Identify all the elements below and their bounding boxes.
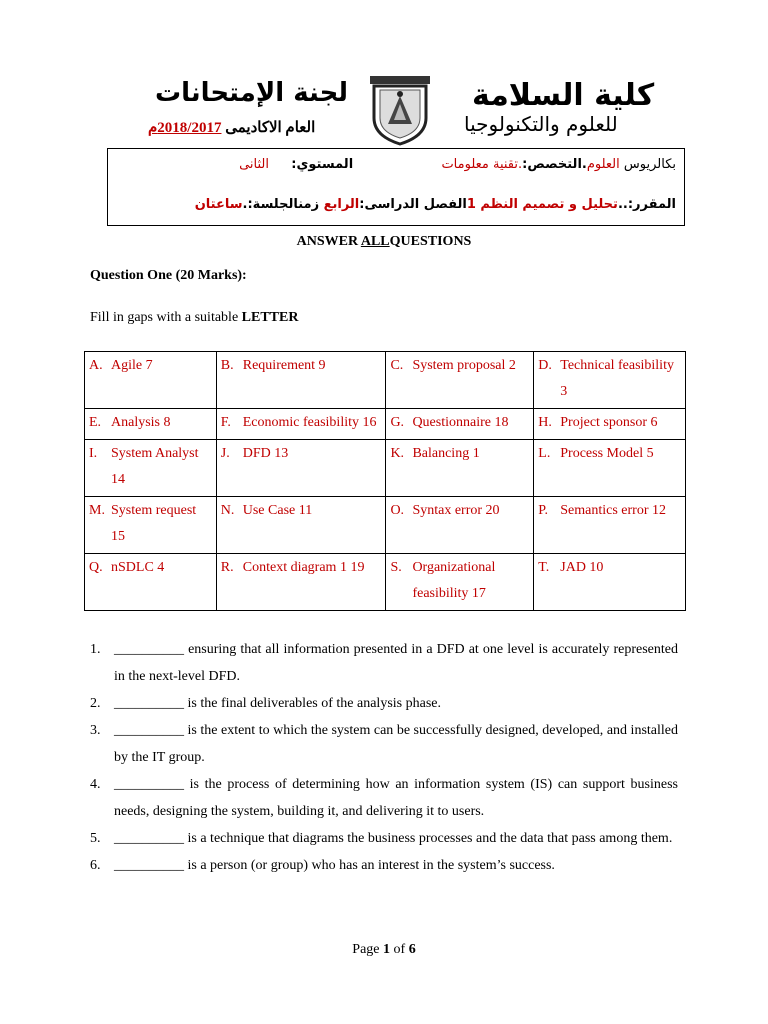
question-item xyxy=(90,825,678,852)
option-text: Context diagram 1 19 xyxy=(242,560,365,575)
table-cell xyxy=(85,352,217,409)
table-cell xyxy=(216,409,386,440)
table-cell xyxy=(216,497,386,554)
option-letter: I. xyxy=(89,446,98,461)
option-letter: O. xyxy=(390,503,405,518)
option-text: DFD 13 xyxy=(242,446,289,461)
question-number: 5. xyxy=(90,831,101,846)
question-item xyxy=(90,771,678,825)
question-number: 6. xyxy=(90,858,101,873)
table-row xyxy=(85,554,686,611)
option-letter: M. xyxy=(89,503,105,518)
option-letter: B. xyxy=(220,358,234,373)
question-text: __________ is the extent to which the system can be successfully designed, developed, and installed by the IT group. xyxy=(114,723,678,765)
table-row xyxy=(85,497,686,554)
table-cell xyxy=(386,352,534,409)
course-line xyxy=(195,197,676,212)
option-letter: E. xyxy=(89,415,102,430)
question-text: __________ is the process of determining how an information system (IS) can support business needs, designing the system, building it, and delivering it to users. xyxy=(114,777,678,819)
question-list xyxy=(90,636,678,879)
page-total: 6 xyxy=(408,942,416,957)
college-subtitle: للعلوم والتكنولوجيا xyxy=(464,112,618,136)
fill-instruction xyxy=(90,310,298,326)
option-text: Semantics error 12 xyxy=(560,503,667,518)
academic-year-value: 2018/2017م xyxy=(148,120,222,136)
page-mid: of xyxy=(390,942,409,957)
option-text: Use Case 11 xyxy=(242,503,313,518)
option-letter: P. xyxy=(538,503,548,518)
fill-pre: Fill in gaps with a suitable xyxy=(90,310,242,325)
answer-pre: ANSWER xyxy=(296,234,361,249)
question-title: Question One (20 Marks): xyxy=(90,268,247,283)
option-text: Agile 7 xyxy=(111,358,153,373)
page-pre: Page xyxy=(352,942,384,957)
option-letter: R. xyxy=(220,560,234,575)
specialization-label: .التخصص: xyxy=(522,157,587,172)
page-current: 1 xyxy=(383,942,391,957)
fill-bold: LETTER xyxy=(241,310,299,325)
exam-committee-title: لجنة الإمتحانات xyxy=(155,78,349,108)
table-cell xyxy=(534,352,686,409)
table-cell xyxy=(534,409,686,440)
option-text: System request 15 xyxy=(111,503,197,544)
table-cell xyxy=(386,497,534,554)
page-number xyxy=(0,942,768,958)
program-line xyxy=(239,157,676,172)
question-text: __________ is a person (or group) who has an interest in the system’s success. xyxy=(114,858,555,873)
option-text: System Analyst 14 xyxy=(111,446,199,487)
college-name: كلية السلامة xyxy=(472,78,655,113)
duration-value: ساعتان xyxy=(194,197,243,212)
option-letter: S. xyxy=(390,560,402,575)
option-text: Requirement 9 xyxy=(242,358,326,373)
table-cell xyxy=(216,554,386,611)
option-text: nSDLC 4 xyxy=(111,560,165,575)
course-value: تحليل و تصميم النظم 1 xyxy=(466,197,618,212)
table-cell xyxy=(85,440,217,497)
table-cell xyxy=(386,409,534,440)
semester-label: الفصل الدراسى: xyxy=(359,197,467,212)
answer-post: QUESTIONS xyxy=(389,234,472,249)
table-cell xyxy=(216,352,386,409)
academic-year-label: العام الاكاديمى xyxy=(221,120,316,136)
question-item xyxy=(90,636,678,690)
option-text: Organizational feasibility 17 xyxy=(412,560,496,601)
question-number: 3. xyxy=(90,723,101,738)
question-item xyxy=(90,690,678,717)
table-cell xyxy=(534,440,686,497)
option-text: Questionnaire 18 xyxy=(412,415,509,430)
question-number: 1. xyxy=(90,642,101,657)
question-item xyxy=(90,852,678,879)
question-text: __________ is the final deliverables of the analysis phase. xyxy=(114,696,441,711)
answer-all-instruction xyxy=(0,234,768,250)
option-letter: J. xyxy=(220,446,230,461)
option-text: Economic feasibility 16 xyxy=(242,415,377,430)
program-value: العلوم xyxy=(586,157,620,172)
college-logo xyxy=(368,74,432,146)
option-text: Syntax error 20 xyxy=(412,503,500,518)
option-letter: G. xyxy=(390,415,405,430)
option-text: Project sponsor 6 xyxy=(560,415,658,430)
table-cell xyxy=(216,440,386,497)
table-row xyxy=(85,440,686,497)
option-letter: K. xyxy=(390,446,405,461)
table-cell xyxy=(85,409,217,440)
table-cell xyxy=(386,554,534,611)
table-cell xyxy=(534,554,686,611)
level-label: المستوي: xyxy=(291,157,354,172)
table-row xyxy=(85,409,686,440)
semester-value: الرابع xyxy=(323,197,360,212)
answer-all-underlined: ALL xyxy=(360,234,390,249)
option-letter: L. xyxy=(538,446,551,461)
option-text: Technical feasibility 3 xyxy=(560,358,674,399)
table-cell xyxy=(534,497,686,554)
duration-label: زمنالجلسة:. xyxy=(242,197,324,212)
question-number: 2. xyxy=(90,696,101,711)
option-letter: H. xyxy=(538,415,552,430)
option-text: System proposal 2 xyxy=(412,358,516,373)
option-letter: C. xyxy=(390,358,404,373)
question-item xyxy=(90,717,678,771)
specialization-value: .تقنية معلومات xyxy=(441,157,523,172)
option-letter: F. xyxy=(220,415,231,430)
option-letter: N. xyxy=(220,503,235,518)
academic-year xyxy=(148,118,315,137)
course-label: المقرر:.. xyxy=(617,197,676,212)
question-text: __________ ensuring that all information presented in a DFD at one level is accurately represented in the next-level DFD. xyxy=(114,642,678,684)
level-value: الثانى xyxy=(239,157,270,172)
course-info-box xyxy=(107,148,685,226)
table-row xyxy=(85,352,686,409)
option-letter: D. xyxy=(538,358,552,373)
answer-letters-table xyxy=(84,351,686,611)
question-number: 4. xyxy=(90,777,101,792)
option-text: JAD 10 xyxy=(560,560,604,575)
table-cell xyxy=(85,497,217,554)
option-letter: Q. xyxy=(89,560,103,575)
option-letter: T. xyxy=(538,560,550,575)
table-cell xyxy=(386,440,534,497)
option-letter: A. xyxy=(89,358,103,373)
table-cell xyxy=(85,554,217,611)
program-label: بكالريوس xyxy=(619,157,676,172)
option-text: Process Model 5 xyxy=(560,446,654,461)
option-text: Balancing 1 xyxy=(412,446,480,461)
question-text: __________ is a technique that diagrams the business processes and the data that pass among them. xyxy=(114,831,673,846)
option-text: Analysis 8 xyxy=(111,415,171,430)
